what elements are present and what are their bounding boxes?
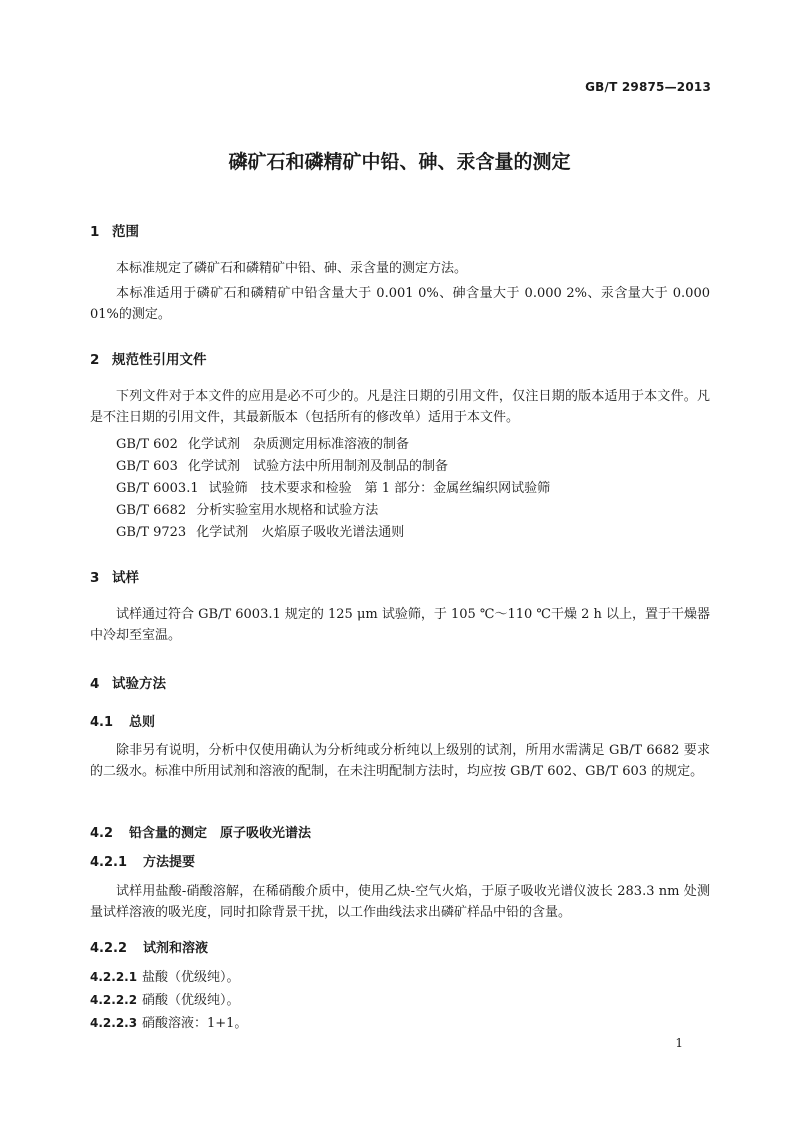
reference-code: GB/T 602 [116, 437, 178, 452]
reagent-number: 4.2.2.2 [90, 993, 138, 1007]
subsection-title: 方法提要 [143, 855, 196, 870]
reagent-item [90, 966, 240, 985]
reference-code: GB/T 603 [116, 459, 178, 474]
reagent-text: 硝酸溶液：1+1。 [142, 1016, 248, 1031]
subsection-title: 总则 [129, 715, 156, 730]
section-title: 试样 [112, 570, 139, 586]
section-1-paragraph-2: 本标准适用于磷矿石和磷精矿中铅含量大于 0.001 0%、砷含量大于 0.000 2%、汞含量大于 0.000 01%的测定。 [90, 286, 710, 322]
page-number: 1 [675, 1036, 683, 1050]
reagent-number: 4.2.2.1 [90, 970, 138, 984]
reference-item [116, 477, 550, 496]
section-title: 规范性引用文件 [112, 352, 207, 368]
subsection-4-1-heading [90, 711, 155, 730]
subsection-4-2-1-paragraph: 试样用盐酸-硝酸溶解，在稀硝酸介质中，使用乙炔-空气火焰，于原子吸收光谱仪波长 283.3 nm 处测量试样溶液的吸光度，同时扣除背景干扰，以工作曲线法求出磷矿样品中铅的含量。 [90, 884, 710, 920]
section-3-heading [90, 566, 139, 586]
section-1-paragraph-1: 本标准规定了磷矿石和磷精矿中铅、砷、汞含量的测定方法。 [116, 261, 468, 276]
section-title: 试验方法 [112, 676, 166, 692]
subsection-title: 试剂和溶液 [143, 941, 209, 956]
reference-title: 化学试剂 火焰原子吸收光谱法通则 [196, 525, 405, 540]
reagent-item [90, 1012, 247, 1031]
reagent-text: 盐酸（优级纯）。 [142, 970, 240, 985]
reference-item [116, 499, 378, 518]
document-title: 磷矿石和磷精矿中铅、砷、汞含量的测定 [228, 151, 571, 173]
subsection-number: 4.1 [90, 715, 114, 730]
reference-item [116, 455, 448, 474]
section-2-paragraph-1: 下列文件对于本文件的应用是必不可少的。凡是注日期的引用文件，仅注日期的版本适用于本文件。凡是不注日期的引用文件，其最新版本（包括所有的修改单）适用于本文件。 [90, 389, 710, 425]
section-number: 4 [90, 676, 100, 692]
section-2-heading [90, 348, 207, 368]
subsection-title: 铅含量的测定 原子吸收光谱法 [129, 826, 312, 841]
reference-title: 化学试剂 杂质测定用标准溶液的制备 [187, 437, 409, 452]
subsection-4-2-2-heading [90, 937, 208, 956]
section-number: 3 [90, 570, 100, 586]
reference-item [116, 433, 409, 452]
section-1-heading [90, 220, 139, 240]
standard-code: GB/T 29875—2013 [585, 80, 711, 94]
reagent-text: 硝酸（优级纯）。 [142, 993, 240, 1008]
subsection-4-1-paragraph: 除非另有说明，分析中仅使用确认为分析纯或分析纯以上级别的试剂，所用水需满足 GB/T 6682 要求的二级水。标准中所用试剂和溶液的配制，在未注明配制方法时，均应按 GB/T 602、GB/T 603 的规定。 [90, 743, 710, 779]
reference-title: 化学试剂 试验方法中所用制剂及制品的制备 [187, 459, 448, 474]
reference-title: 分析实验室用水规格和试验方法 [196, 503, 379, 518]
reference-title: 试验筛 技术要求和检验 第 1 部分：金属丝编织网试验筛 [208, 481, 551, 496]
subsection-number: 4.2.1 [90, 855, 128, 870]
section-title: 范围 [112, 224, 139, 240]
subsection-4-2-1-heading [90, 851, 195, 870]
reference-code: GB/T 9723 [116, 525, 187, 540]
reference-code: GB/T 6682 [116, 503, 187, 518]
section-number: 1 [90, 224, 100, 240]
subsection-number: 4.2.2 [90, 941, 128, 956]
reference-code: GB/T 6003.1 [116, 481, 199, 496]
subsection-number: 4.2 [90, 826, 114, 841]
subsection-4-2-heading [90, 822, 311, 841]
reagent-number: 4.2.2.3 [90, 1016, 138, 1030]
reagent-item [90, 989, 240, 1008]
section-3-paragraph-1: 试样通过符合 GB/T 6003.1 规定的 125 μm 试验筛，于 105 ℃～110 ℃干燥 2 h 以上，置于干燥器中冷却至室温。 [90, 607, 711, 643]
reference-item [116, 521, 404, 540]
section-4-heading [90, 672, 166, 692]
section-number: 2 [90, 352, 100, 368]
